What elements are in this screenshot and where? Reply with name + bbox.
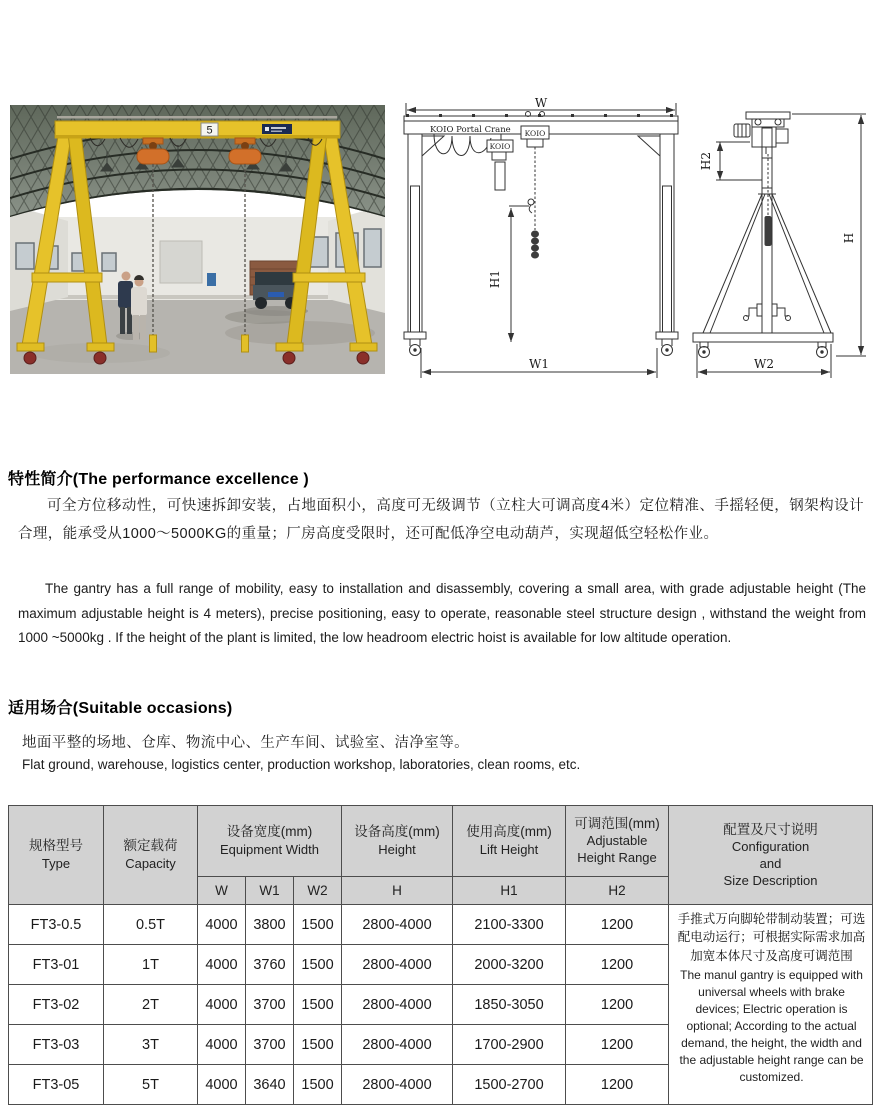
beam-number-placard: 5 <box>206 124 213 137</box>
col-header-capacity-en: Capacity <box>125 855 176 871</box>
table-cell: 2800-4000 <box>342 1065 453 1105</box>
front-view-drawing <box>400 98 684 394</box>
col-header-type <box>9 806 104 905</box>
col-header-width-en: Equipment Width <box>220 841 319 857</box>
table-cell: 1T <box>104 945 198 985</box>
table-cell: 5T <box>104 1065 198 1105</box>
performance-heading: 特性简介(The performance excellence ) <box>8 471 309 488</box>
description-cn: 手推式万向脚轮带制动装置；可选配电动运行；可根据实际需求加高加宽本体尺寸及高度可调范围 <box>677 912 866 963</box>
hoist-brand-label: KOIO <box>489 142 511 151</box>
trolley-brand-label: KOIO <box>524 129 546 138</box>
table-cell: 2800-4000 <box>342 985 453 1025</box>
table-cell: 3800 <box>246 905 294 945</box>
table-cell: 1200 <box>566 945 669 985</box>
configuration-description-cell <box>669 905 873 1105</box>
table-cell: 0.5T <box>104 905 198 945</box>
dim-w2-label: W2 <box>754 357 774 371</box>
dim-h1-label: H1 <box>488 269 502 289</box>
table-header-row <box>9 806 873 877</box>
col-header-lift <box>453 806 566 877</box>
col-header-range <box>566 806 669 877</box>
occasions-heading: 适用场合(Suitable occasions) <box>8 700 233 717</box>
col-header-range-cn: 可调范围(mm) <box>574 816 660 831</box>
table-cell: FT3-02 <box>9 985 104 1025</box>
subcol-w2: W2 <box>294 877 342 905</box>
spec-table <box>8 805 873 1105</box>
dim-h2-label: H2 <box>699 151 713 171</box>
table-row <box>9 905 873 945</box>
col-header-config <box>669 806 873 905</box>
table-cell: 1200 <box>566 985 669 1025</box>
table-cell: 1500-2700 <box>453 1065 566 1105</box>
col-header-height-en: Height <box>378 841 416 857</box>
table-cell: 2800-4000 <box>342 905 453 945</box>
dim-w1-label: W1 <box>529 357 549 371</box>
beam-brand-text: KOIO Portal Crane <box>430 125 511 135</box>
gantry-crane-photo <box>10 105 385 374</box>
dim-h-label: H <box>842 232 856 244</box>
people <box>116 272 147 341</box>
col-header-range-en1: Adjustable <box>586 833 648 849</box>
table-cell: FT3-01 <box>9 945 104 985</box>
subcol-h2: H2 <box>566 877 669 905</box>
dim-w-label: W <box>534 98 548 110</box>
table-cell: 1500 <box>294 1025 342 1065</box>
table-cell: 1200 <box>566 905 669 945</box>
table-cell: 3T <box>104 1025 198 1065</box>
col-header-config-en3: Size Description <box>723 872 818 888</box>
col-header-config-en1: Configuration <box>731 838 810 854</box>
table-cell: 1500 <box>294 945 342 985</box>
occasions-text-cn: 地面平整的场地、仓库、物流中心、生产车间、试验室、洁净室等。 <box>22 735 469 751</box>
subcol-h: H <box>342 877 453 905</box>
side-view-drawing <box>688 98 878 394</box>
table-cell: 4000 <box>198 1065 246 1105</box>
col-header-height-cn: 设备高度(mm) <box>354 824 440 840</box>
col-header-lift-en: Lift Height <box>479 841 539 857</box>
col-header-width <box>198 806 342 877</box>
col-header-height <box>342 806 453 877</box>
table-cell: 1500 <box>294 905 342 945</box>
table-cell: 4000 <box>198 1025 246 1065</box>
table-cell: 2800-4000 <box>342 945 453 985</box>
subcol-w1: W1 <box>246 877 294 905</box>
table-cell: 4000 <box>198 985 246 1025</box>
table-cell: 1500 <box>294 1065 342 1105</box>
table-cell: 1200 <box>566 1065 669 1105</box>
col-header-capacity <box>104 806 198 905</box>
col-header-type-en: Type <box>41 855 71 871</box>
table-cell: 2800-4000 <box>342 1025 453 1065</box>
table-cell: 2T <box>104 985 198 1025</box>
performance-text-cn: 可全方位移动性，可快速拆卸安装，占地面积小，高度可无级调节（立柱大可调高度4米）定位精准、手摇轻便，钢架构设计合理，能承受从1000～5000KG的重量；厂房高度受限时，还可配低净空电动葫芦，实现超低空轻松作业。 <box>18 498 864 542</box>
table-cell: 1850-3050 <box>453 985 566 1025</box>
description-en: The manul gantry is equipped with universal wheels with brake devices; Electric operation is optional; According to the actual demand, the height, the width and the adjustable height range can be customized. <box>679 967 864 1084</box>
table-cell: 3760 <box>246 945 294 985</box>
col-header-lift-cn: 使用高度(mm) <box>466 824 552 840</box>
table-cell: 2100-3300 <box>453 905 566 945</box>
brand-placard <box>262 124 292 134</box>
table-cell: 3700 <box>246 1025 294 1065</box>
table-cell: 1200 <box>566 1025 669 1065</box>
table-cell: 3640 <box>246 1065 294 1105</box>
col-header-capacity-cn: 额定载荷 <box>123 838 178 854</box>
table-cell: 2000-3200 <box>453 945 566 985</box>
table-cell: FT3-0.5 <box>9 905 104 945</box>
table-cell: 1700-2900 <box>453 1025 566 1065</box>
col-header-config-cn: 配置及尺寸说明 <box>723 821 818 837</box>
occasions-text-en: Flat ground, warehouse, logistics center, production workshop, laboratories, clean rooms, etc. <box>22 757 581 772</box>
table-cell: 4000 <box>198 945 246 985</box>
subcol-w: W <box>198 877 246 905</box>
subcol-h1: H1 <box>453 877 566 905</box>
col-header-width-cn: 设备宽度(mm) <box>226 824 313 840</box>
col-header-config-en2: and <box>759 855 782 871</box>
table-cell: 3700 <box>246 985 294 1025</box>
performance-text-en: The gantry has a full range of mobility, easy to installation and disassembly, covering a small area, with grade adjustable height (The maximum adjustable height is 4 meters), precise positioning, easy to operate, reasonable steel structure design , withstand the weight from 1000 ~5000kg . If the height of the plant is limited, the low headroom electric hoist is available for low altitude operation. <box>18 581 866 645</box>
col-header-type-cn: 规格型号 <box>29 838 83 854</box>
table-cell: 4000 <box>198 905 246 945</box>
table-cell: 1500 <box>294 985 342 1025</box>
table-cell: FT3-03 <box>9 1025 104 1065</box>
table-cell: FT3-05 <box>9 1065 104 1105</box>
col-header-range-en2: Height Range <box>577 850 657 866</box>
